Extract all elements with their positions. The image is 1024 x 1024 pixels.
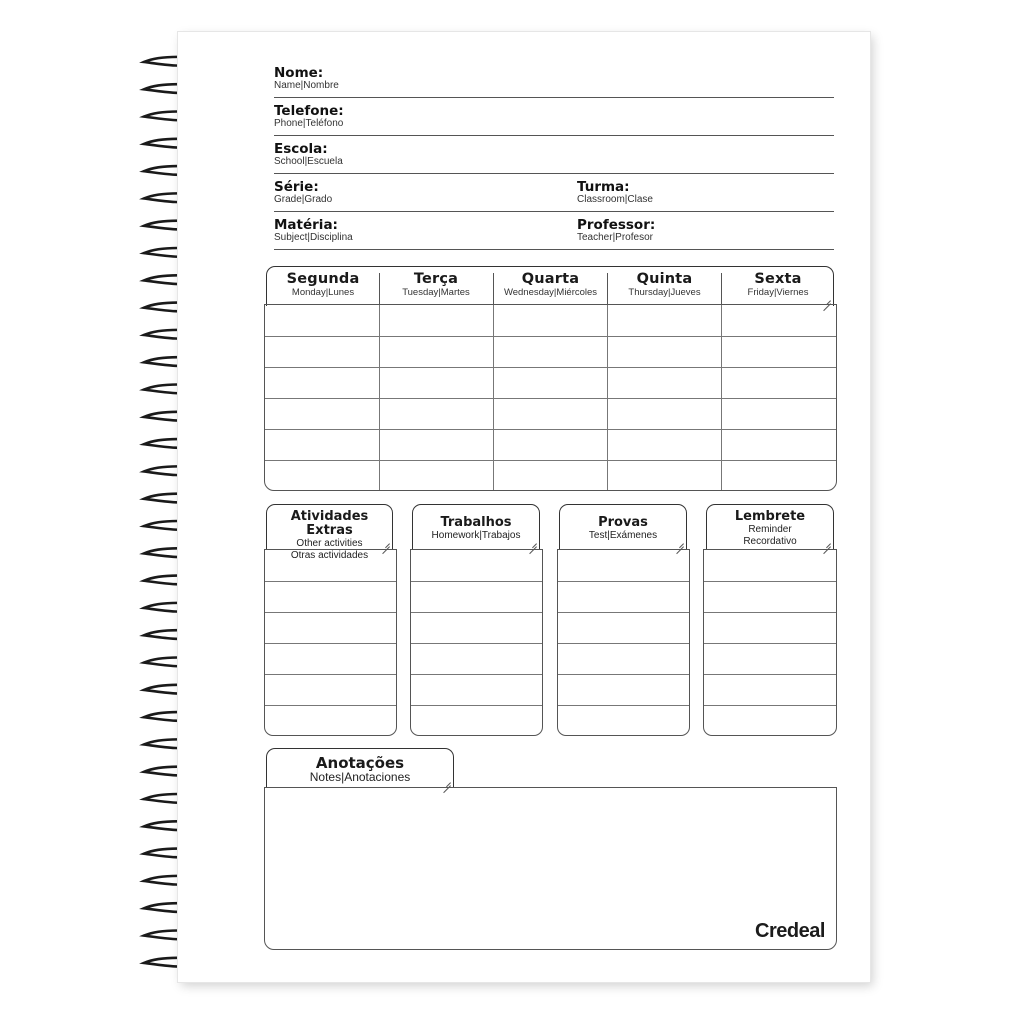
box-row-line <box>558 705 689 706</box>
field-sublabel: Subject|Disciplina <box>274 232 353 243</box>
grid-column-line <box>607 305 608 490</box>
section-label: Provas <box>598 515 648 530</box>
field-sublabel: Phone|Teléfono <box>274 118 344 129</box>
section-sublabel: Homework|Trabajos <box>431 530 521 541</box>
section-box-provas <box>557 549 690 736</box>
field-serie <box>274 180 332 206</box>
section-sublabel: Test|Exámenes <box>588 530 658 541</box>
box-row-line <box>558 612 689 613</box>
section-sublabel: Other activities <box>296 538 363 549</box>
brand-logo: Credeal <box>755 920 825 942</box>
grid-row-line <box>265 460 836 461</box>
schedule-grid <box>264 304 837 491</box>
section-label: Atividades Extras <box>290 509 369 538</box>
grid-row-line <box>265 398 836 399</box>
section-sublabel: Otras actividades <box>290 550 369 561</box>
day-label: Quinta <box>636 271 693 287</box>
field-escola <box>274 142 343 168</box>
field-line <box>274 211 834 212</box>
box-row-line <box>411 674 542 675</box>
day-label: Segunda <box>286 271 360 287</box>
day-sublabel: Tuesday|Martes <box>402 287 470 298</box>
field-turma <box>577 180 653 206</box>
day-tab-sexta <box>722 267 834 298</box>
tab-atividades-extras <box>266 504 393 561</box>
box-row-line <box>411 612 542 613</box>
field-line <box>274 97 834 98</box>
grid-row-line <box>265 367 836 368</box>
field-line <box>274 135 834 136</box>
field-sublabel: Name|Nombre <box>274 80 339 91</box>
box-row-line <box>704 612 836 613</box>
grid-row-line <box>265 429 836 430</box>
box-row-line <box>265 581 396 582</box>
box-row-line <box>704 674 836 675</box>
field-line <box>274 173 834 174</box>
box-row-line <box>265 643 396 644</box>
fold-mark-icon <box>676 539 684 547</box>
fold-mark-icon <box>823 296 831 304</box>
fold-mark-icon <box>382 539 390 547</box>
day-tab-quarta <box>494 267 607 298</box>
box-row-line <box>265 612 396 613</box>
day-tab-segunda <box>267 267 379 298</box>
section-box-atividades <box>264 549 397 736</box>
section-label: Lembrete <box>734 509 806 524</box>
grid-row-line <box>265 336 836 337</box>
field-line <box>274 249 834 250</box>
day-sublabel: Monday|Lunes <box>291 287 355 298</box>
section-label: Trabalhos <box>440 515 512 530</box>
notes-box <box>264 787 837 950</box>
tab-lembrete <box>706 504 834 550</box>
field-label: Nome: <box>274 65 324 81</box>
section-box-trabalhos <box>410 549 543 736</box>
grid-column-line <box>721 305 722 490</box>
field-professor <box>577 218 655 244</box>
grid-column-line <box>493 305 494 490</box>
box-row-line <box>265 705 396 706</box>
day-tab-quinta <box>608 267 721 298</box>
schedule-header <box>266 266 834 306</box>
field-label: Matéria: <box>274 217 338 233</box>
box-row-line <box>704 705 836 706</box>
box-row-line <box>411 581 542 582</box>
field-sublabel: Classroom|Clase <box>577 194 653 205</box>
box-row-line <box>411 705 542 706</box>
field-telefone <box>274 104 344 130</box>
field-label: Turma: <box>577 179 630 195</box>
grid-column-line <box>379 305 380 490</box>
field-sublabel: Grade|Grado <box>274 194 333 205</box>
field-label: Telefone: <box>274 103 344 119</box>
fold-mark-icon <box>529 539 537 547</box>
tab-provas <box>559 504 687 550</box>
box-row-line <box>265 674 396 675</box>
section-sublabel: Recordativo <box>743 536 797 547</box>
fold-mark-icon <box>823 539 831 547</box>
day-tab-terca <box>380 267 492 298</box>
day-label: Sexta <box>754 271 802 287</box>
notes-sublabel: Notes|Anotaciones <box>309 770 411 784</box>
box-row-line <box>411 643 542 644</box>
day-sublabel: Thursday|Jueves <box>628 287 701 298</box>
box-row-line <box>704 643 836 644</box>
section-sublabel: Reminder <box>748 524 792 535</box>
fold-mark-icon <box>443 778 451 786</box>
box-row-line <box>704 581 836 582</box>
field-label: Série: <box>274 179 319 195</box>
field-nome <box>274 66 339 92</box>
day-label: Terça <box>413 271 459 287</box>
field-label: Escola: <box>274 141 328 157</box>
box-row-line <box>558 643 689 644</box>
field-sublabel: School|Escuela <box>274 156 343 167</box>
box-row-line <box>558 674 689 675</box>
tab-anotacoes <box>266 748 454 788</box>
notes-label: Anotações <box>315 754 405 772</box>
day-sublabel: Friday|Viernes <box>747 287 809 298</box>
section-box-lembrete <box>703 549 837 736</box>
field-label: Professor: <box>577 217 656 233</box>
field-materia <box>274 218 353 244</box>
field-sublabel: Teacher|Profesor <box>577 232 653 243</box>
day-label: Quarta <box>521 271 580 287</box>
tab-trabalhos <box>412 504 540 550</box>
box-row-line <box>558 581 689 582</box>
day-sublabel: Wednesday|Miércoles <box>503 287 598 298</box>
